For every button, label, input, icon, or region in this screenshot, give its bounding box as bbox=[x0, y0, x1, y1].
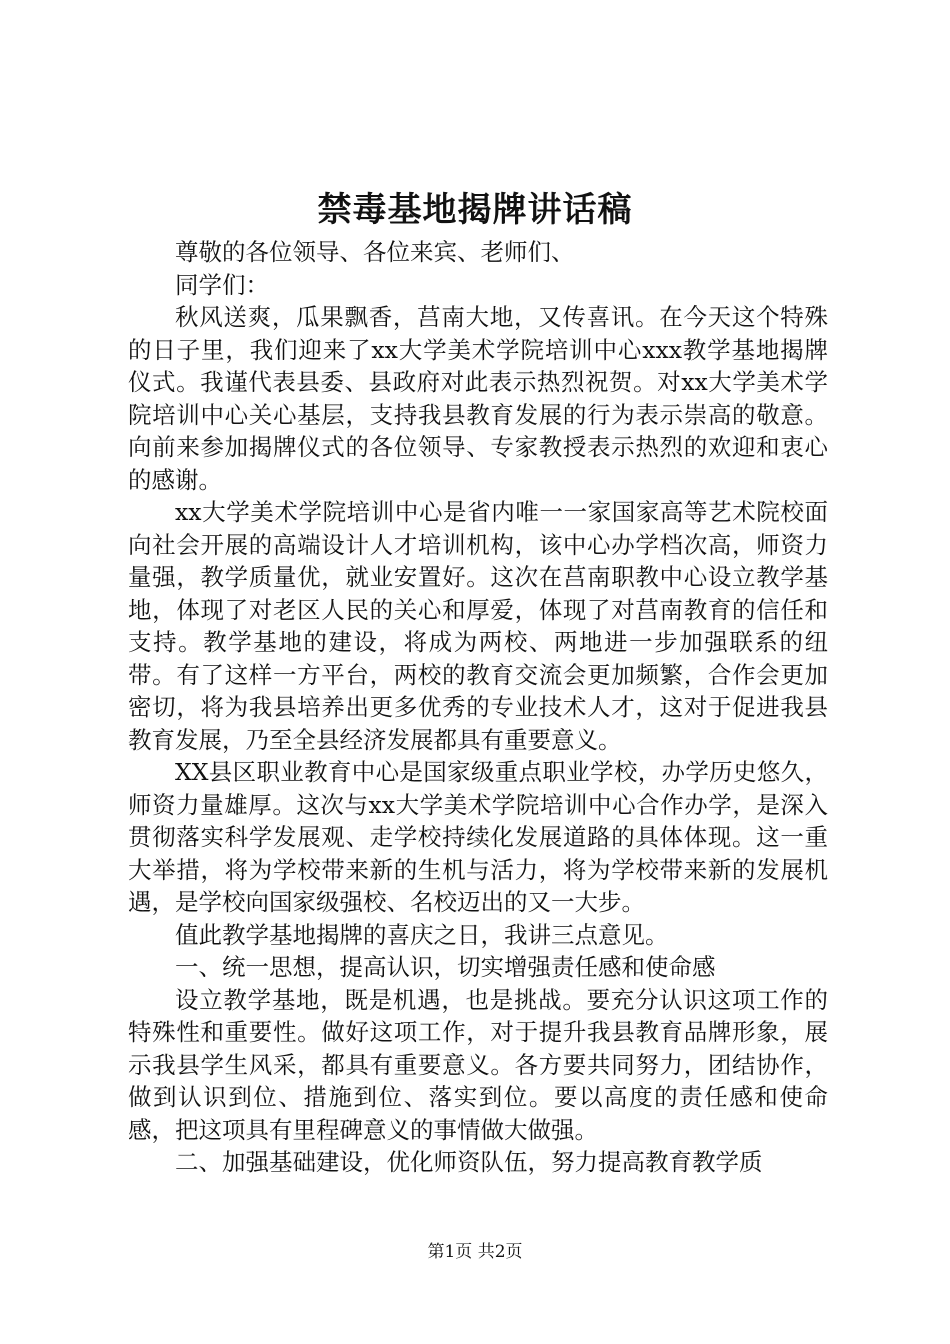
section-heading-1: 一、统一思想，提高认识，切实增强责任感和使命感 bbox=[175, 953, 716, 981]
paragraph-section-1: 设立教学基地，既是机遇，也是挑战。要充分认识这项工作的特殊性和重要性。做好这项工作，对于提升我县教育品牌形象，展示我县学生风采，都具有重要意义。各方要共同努力，团结协作，做到认识到位、措施到位、落实到位。要以高度的责任感和使命感，把这项具有里程碑意义的事情做大做强。 bbox=[128, 985, 828, 1144]
paragraph-opening: 秋风送爽，瓜果飘香，莒南大地，又传喜讯。在今天这个特殊的日子里，我们迎来了xx大学美术学院培训中心xxx教学基地揭牌仪式。我谨代表县委、县政府对此表示热烈祝贺。对xx大学美术学院培训中心关心基层，支持我县教育发展的行为表示崇高的敬意。向前来参加揭牌仪式的各位领导、专家教授表示热烈的欢迎和衷心的感谢。 bbox=[128, 303, 828, 494]
paragraph-training-center: xx大学美术学院培训中心是省内唯一一家国家高等艺术院校面向社会开展的高端设计人才培训机构，该中心办学档次高，师资力量强，教学质量优，就业安置好。这次在莒南职教中心设立教学基地，体现了对老区人民的关心和厚爱，体现了对莒南教育的信任和支持。教学基地的建设，将成为两校、两地进一步加强联系的纽带。有了这样一方平台，两校的教育交流会更加频繁，合作会更加密切，将为我县培养出更多优秀的专业技术人才，这对于促进我县教育发展，乃至全县经济发展都具有重要意义。 bbox=[128, 498, 828, 754]
paragraph-three-points: 值此教学基地揭牌的喜庆之日，我讲三点意见。 bbox=[175, 920, 669, 949]
page-number: 第1页 共2页 bbox=[427, 1242, 523, 1262]
document-title: 禁毒基地揭牌讲话稿 bbox=[317, 190, 633, 230]
salutation-line-2: 同学们： bbox=[175, 270, 269, 299]
document-body bbox=[128, 236, 828, 1179]
paragraph-vocational-center: XX县区职业教育中心是国家级重点职业学校，办学历史悠久，师资力量雄厚。这次与xx大学美术学院培训中心合作办学，是深入贯彻落实科学发展观、走学校持续化发展道路的具体体现。这一重大举措，将为学校带来新的生机与活力，将为学校带来新的发展机遇，是学校向国家级强校、名校迈出的又一大步。 bbox=[128, 758, 828, 916]
section-heading-2: 二、加强基础建设，优化师资队伍，努力提高教育教学质 bbox=[175, 1148, 763, 1176]
salutation-line-1: 尊敬的各位领导、各位来宾、老师们、 bbox=[175, 238, 575, 266]
